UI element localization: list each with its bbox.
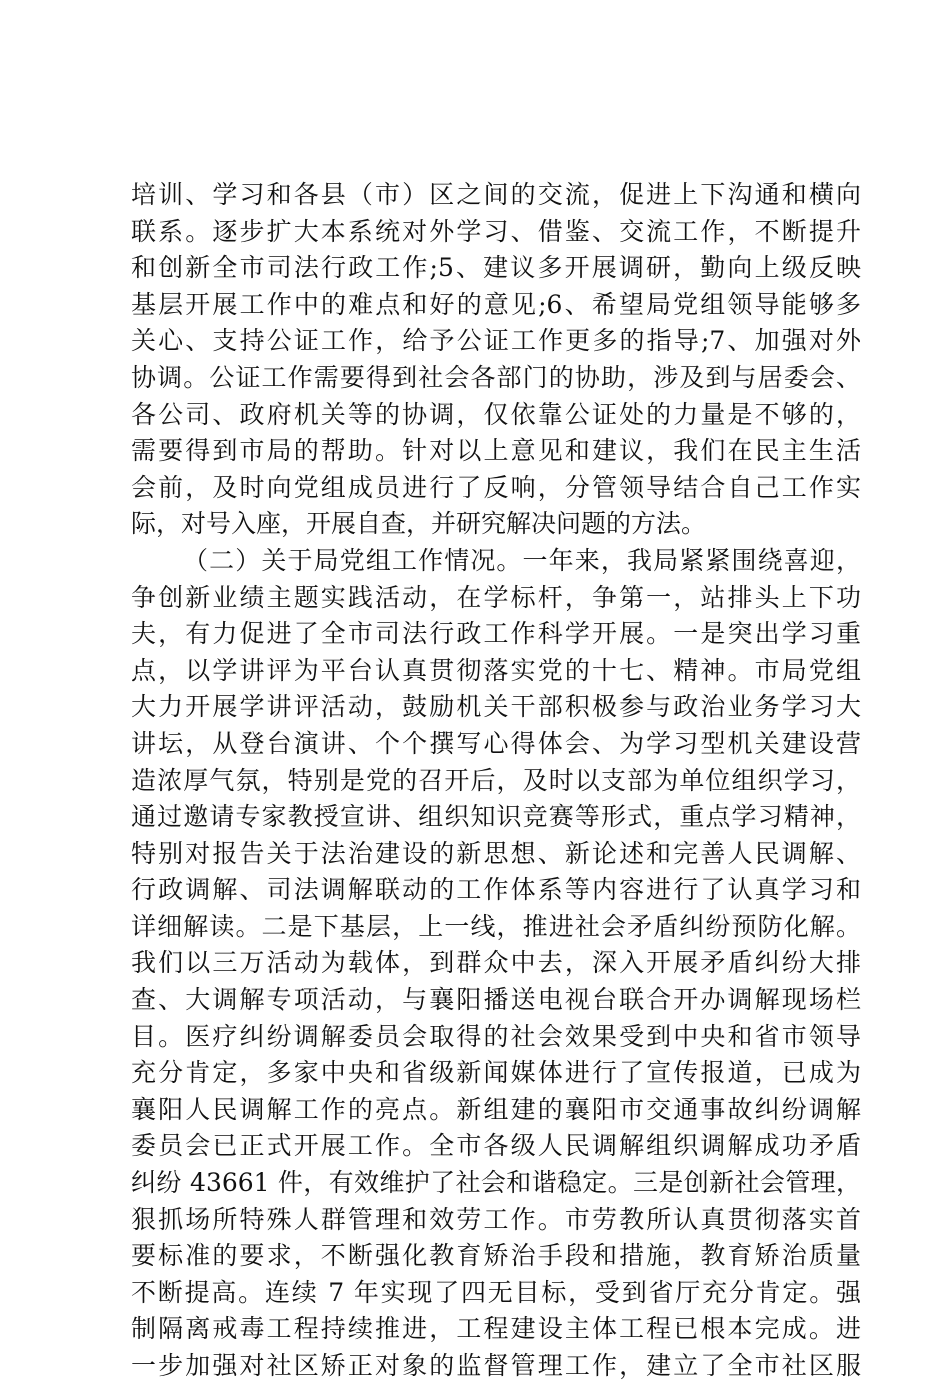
text-line: 各公司、政府机关等的协调，仅依靠公证处的力量是不够的， bbox=[131, 399, 861, 429]
text-line: 培训、学习和各县（市）区之间的交流，促进上下沟通和横向 bbox=[131, 180, 861, 209]
text-line: 通过邀请专家教授宣讲、组织知识竞赛等形式，重点学习精神， bbox=[131, 802, 861, 832]
text-line: 充分肯定，多家中央和省级新闻媒体进行了宣传报道，已成为 bbox=[131, 1058, 861, 1088]
text-line: 大力开展学讲评活动，鼓励机关干部积极参与政治业务学习大 bbox=[131, 692, 861, 722]
text-line: 详细解读。二是下基层，上一线，推进社会矛盾纠纷预防化解。 bbox=[131, 911, 861, 941]
text-line: 不断提高。连续 7 年实现了四无目标，受到省厅充分肯定。强 bbox=[131, 1277, 861, 1307]
text-line: 行政调解、司法调解联动的工作体系等内容进行了认真学习和 bbox=[131, 875, 861, 905]
document-body bbox=[131, 177, 861, 1385]
text-line: 一步加强对社区矫正对象的监督管理工作，建立了全市社区服 bbox=[131, 1351, 861, 1380]
text-line: 委员会已正式开展工作。全市各级人民调解组织调解成功矛盾 bbox=[131, 1131, 861, 1161]
text-line: 和创新全市司法行政工作;5、建议多开展调研，勤向上级反映 bbox=[131, 253, 861, 283]
text-line: 会前，及时向党组成员进行了反响，分管领导结合自己工作实 bbox=[131, 472, 861, 502]
text-line: 际，对号入座，开展自查，并研究解决问题的方法。 bbox=[131, 509, 707, 539]
text-line: 特别对报告关于法治建设的新思想、新论述和完善人民调解、 bbox=[131, 838, 861, 868]
text-line: 点，以学讲评为平台认真贯彻落实党的十七、精神。市局党组 bbox=[131, 655, 861, 685]
text-line: 造浓厚气氛，特别是党的召开后，及时以支部为单位组织学习， bbox=[131, 765, 861, 795]
text-line: 讲坛，从登台演讲、个个撰写心得体会、为学习型机关建设营 bbox=[131, 728, 861, 758]
text-line: 狠抓场所特殊人群管理和效劳工作。市劳教所认真贯彻落实首 bbox=[131, 1204, 861, 1234]
text-line: 基层开展工作中的难点和好的意见;6、希望局党组领导能够多 bbox=[131, 289, 861, 319]
text-line: 争创新业绩主题实践活动，在学标杆，争第一，站排头上下功 bbox=[131, 582, 861, 612]
text-line: 查、大调解专项活动，与襄阳播送电视台联合开办调解现场栏 bbox=[131, 985, 861, 1015]
section-heading-line: （二）关于局党组工作情况。一年来，我局紧紧围绕喜迎， bbox=[183, 545, 861, 575]
text-line: 关心、支持公证工作，给予公证工作更多的指导;7、加强对外 bbox=[131, 326, 861, 356]
text-line: 制隔离戒毒工程持续推进，工程建设主体工程已根本完成。进 bbox=[131, 1314, 861, 1344]
text-line: 夫，有力促进了全市司法行政工作科学开展。一是突出学习重 bbox=[131, 619, 861, 649]
text-line: 我们以三万活动为载体，到群众中去，深入开展矛盾纠纷大排 bbox=[131, 948, 861, 978]
text-line: 襄阳人民调解工作的亮点。新组建的襄阳市交通事故纠纷调解 bbox=[131, 1094, 861, 1124]
text-line: 目。医疗纠纷调解委员会取得的社会效果受到中央和省市领导 bbox=[131, 1021, 861, 1051]
text-line: 联系。逐步扩大本系统对外学习、借鉴、交流工作，不断提升 bbox=[131, 216, 861, 246]
text-line: 要标准的要求，不断强化教育矫治手段和措施，教育矫治质量 bbox=[131, 1241, 861, 1271]
text-line: 需要得到市局的帮助。针对以上意见和建议，我们在民主生活 bbox=[131, 436, 861, 466]
text-line: 纠纷 43661 件，有效维护了社会和谐稳定。三是创新社会管理， bbox=[131, 1168, 861, 1198]
text-line: 协调。公证工作需要得到社会各部门的协助，涉及到与居委会、 bbox=[131, 362, 861, 392]
